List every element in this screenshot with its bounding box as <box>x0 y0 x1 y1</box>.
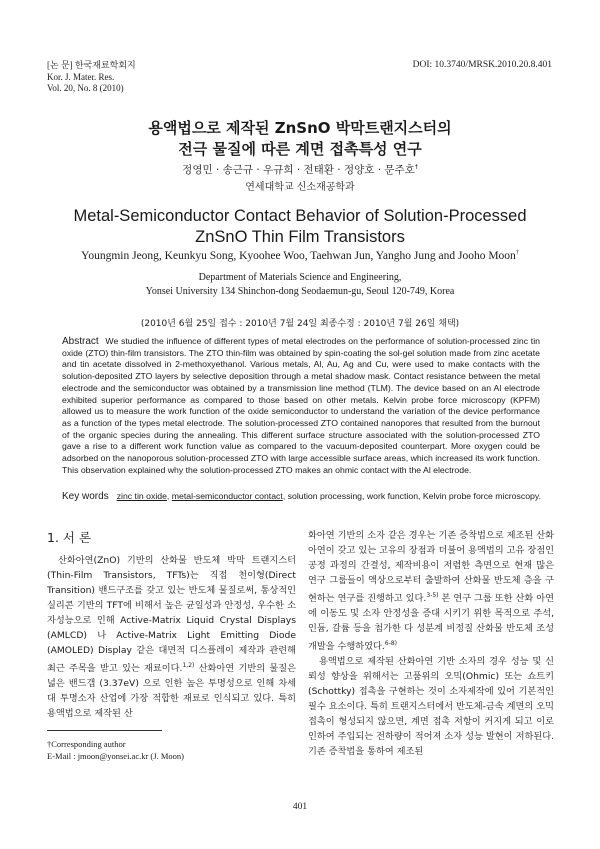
journal-name-en: Kor. J. Mater. Res. <box>47 71 115 82</box>
footnote-email: E-Mail : jmoon@yonsei.ac.kr (J. Moon) <box>47 751 184 761</box>
title-english <box>0 206 600 248</box>
keywords <box>62 491 542 502</box>
doi: DOI: 10.3740/MRSK.2010.20.8.401 <box>412 60 552 70</box>
affiliation-en-line-2: Yonsei University 134 Shinchon-dong Seodaemun-gu, Seoul 120-749, Korea <box>145 286 455 297</box>
submission-dates: (2010년 6월 25일 접수 : 2010년 7월 24일 최종수정 : 2010년 7월 26일 채택) <box>140 319 460 329</box>
body-paragraph <box>47 553 296 721</box>
body-text: 본 연구 그룹 또한 산화 아연에 이동도 및 소자 안정성을 증대 시키기 위한 목적으로 주석, 인듐, 갈륨 등을 첨가한 다 성분계 비정질 산화물 반도체 조성 개발을 수행하였다. <box>308 593 554 653</box>
title-ko-line-2: 전극 물질에 따른 계면 접촉특성 연구 <box>178 140 422 158</box>
body-text: 산화아연(ZnO) 기반의 산화물 반도체 박막 트랜지스터(Thin-Film Transistors, TFTs)는 직접 천이형(Direct Transition) 밴드구조를 갖고 있는 반도체 물질로써, 통상적인 실리콘 기반의 TFT에 비해서 높은 균일성과 안정성, 우수한 소자성능으로 인해 Active-Matrix Liquid Crystal Displays (AMLCD) 나 Active-Matrix Light Emitting Diode (AMOLED) Display 같은 대면적 디스플레이 제작과 관련해 최근 주목을 받고 있는 재료이다. <box>47 555 296 675</box>
body-column-left <box>47 553 296 721</box>
keywords-label: Key words <box>62 491 109 502</box>
body-paragraph <box>308 528 554 654</box>
keywords-rest: , solution processing, work function, Kelvin probe force microscopy. <box>282 491 541 501</box>
footnote-corresponding: †Corresponding author <box>47 739 126 749</box>
keyword-link-zinc-tin-oxide[interactable]: zinc tin oxide <box>116 491 167 501</box>
title-en-line-2: ZnSnO Thin Film Transistors <box>195 228 405 246</box>
body-text: 화아연 기반의 소자 같은 경우는 기존 증착법으로 제조된 산화아연이 갖고 있는 고유의 장점과 더불어 용액법의 고유 장점인 공정 과정의 간결성, 제작비용이 저렴한 측면으로 현재 많은 연구 그룹들이 액상으로부터 출발하여 산화물 반도체 층을 구현하는 연구를 진행하고 있다. <box>308 530 554 605</box>
authors-korean <box>0 162 600 177</box>
keyword-separator: , <box>166 491 172 501</box>
citation: 3-5) <box>426 592 439 599</box>
title-en-line-1: Metal-Semiconductor Contact Behavior of Solution-Processed <box>73 207 527 225</box>
citation: 6-8) <box>384 640 397 648</box>
corresponding-mark-ko: † <box>414 163 418 171</box>
section-heading-introduction: 1. 서 론 <box>47 530 92 545</box>
authors-ko-text: 정영민 · 송근규 · 우규희 · 전태환 · 정양호 · 문주호 <box>182 164 415 176</box>
footnote-divider <box>47 730 162 731</box>
journal-name-ko: [논 문] 한국재료학회지 <box>47 60 136 70</box>
authors-en-text: Youngmin Jeong, Keunkyu Song, Kyoohee Woo, Taehwan Jun, Yangho Jung and Jooho Moon <box>81 250 516 262</box>
title-korean <box>0 118 600 160</box>
corresponding-mark-en: † <box>515 250 519 257</box>
title-ko-line-1: 용액법으로 제작된 ZnSnO 박막트랜지스터의 <box>148 119 452 137</box>
abstract-text: We studied the influence of different types of metal electrodes on the performance of solution-processed zinc tin oxide (ZTO) thin-film transistors. The ZTO thin-film was obtained by spin-coating the sol-gel solution made from zinc acetate and tin acetate dissolved in 2-methoxyethanol. Various metals, Al, Au, Ag and Cu, were used to make contacts with the solution-deposited ZTO layers by selective deposition through a metal shadow mask. Contact resistance between the metal electrode and the semiconductor was obtained by a transmission line method (TLM). The device based on an Al electrode exhibited superior performance as compared to those based on other metals. Kelvin probe force microscopy (KPFM) allowed us to measure the work function of the oxide semiconductor to understand the variation of the device performance as a function of the types metal electrode. The solution-processed ZTO contained nanopores that resulted from the burnout of the organic species during the annealing. This different surface structure associated with the solution-processed ZTO gave a rise to a different work function value as compared to the vacuum-deposited counterpart. More oxygen could be adsorbed on the nanoporous solution-processed ZTO with large accessible surface areas, which increased its work function. This observation explained why the solution-processed ZTO makes an ohmic contact with the Al electrode. <box>62 336 540 475</box>
keyword-link-metal-semiconductor-contact[interactable]: metal-semiconductor contact <box>171 491 283 501</box>
journal-header <box>47 60 136 95</box>
page-number: 401 <box>292 802 308 812</box>
footnote <box>47 738 184 762</box>
affiliation-english <box>0 271 600 299</box>
body-paragraph: 용액법으로 제작된 산화아연 기반 소자의 경우 성능 및 신뢰성 향상을 위해서는 고품위의 오믹(Ohmic) 또는 쇼트키(Schottky) 접촉을 구현하는 것이 소자제작에 있어 기본적인 필수 요소이다. 특히 트랜지스터에서 반도체-금속 계면의 오믹 접촉이 형성되지 않으면, 계면 접촉 저항이 커지게 되고 이로 인하여 주입되는 전하량이 적어져 소자 성능 발현이 저하된다. 기존 증착법을 통하여 제조된 <box>308 656 554 758</box>
affiliation-korean: 연세대학교 신소재공학과 <box>245 182 355 193</box>
citation: 1,2) <box>182 662 195 669</box>
authors-english <box>0 250 600 262</box>
abstract <box>62 336 540 476</box>
affiliation-en-line-1: Department of Materials Science and Engineering, <box>198 272 402 283</box>
abstract-label: Abstract <box>62 336 99 347</box>
body-text: 산화아연 기반의 물질은 넓은 밴드갭 (3.37eV) 으로 인한 높은 투명성으로 인해 차세대 투명소자 산업에 가장 적합한 재료로 인식되고 있다. 특히 용액법으로 제작된 산 <box>47 663 297 720</box>
journal-volume: Vol. 20, No. 8 (2010) <box>47 83 124 93</box>
body-column-right <box>308 528 554 759</box>
